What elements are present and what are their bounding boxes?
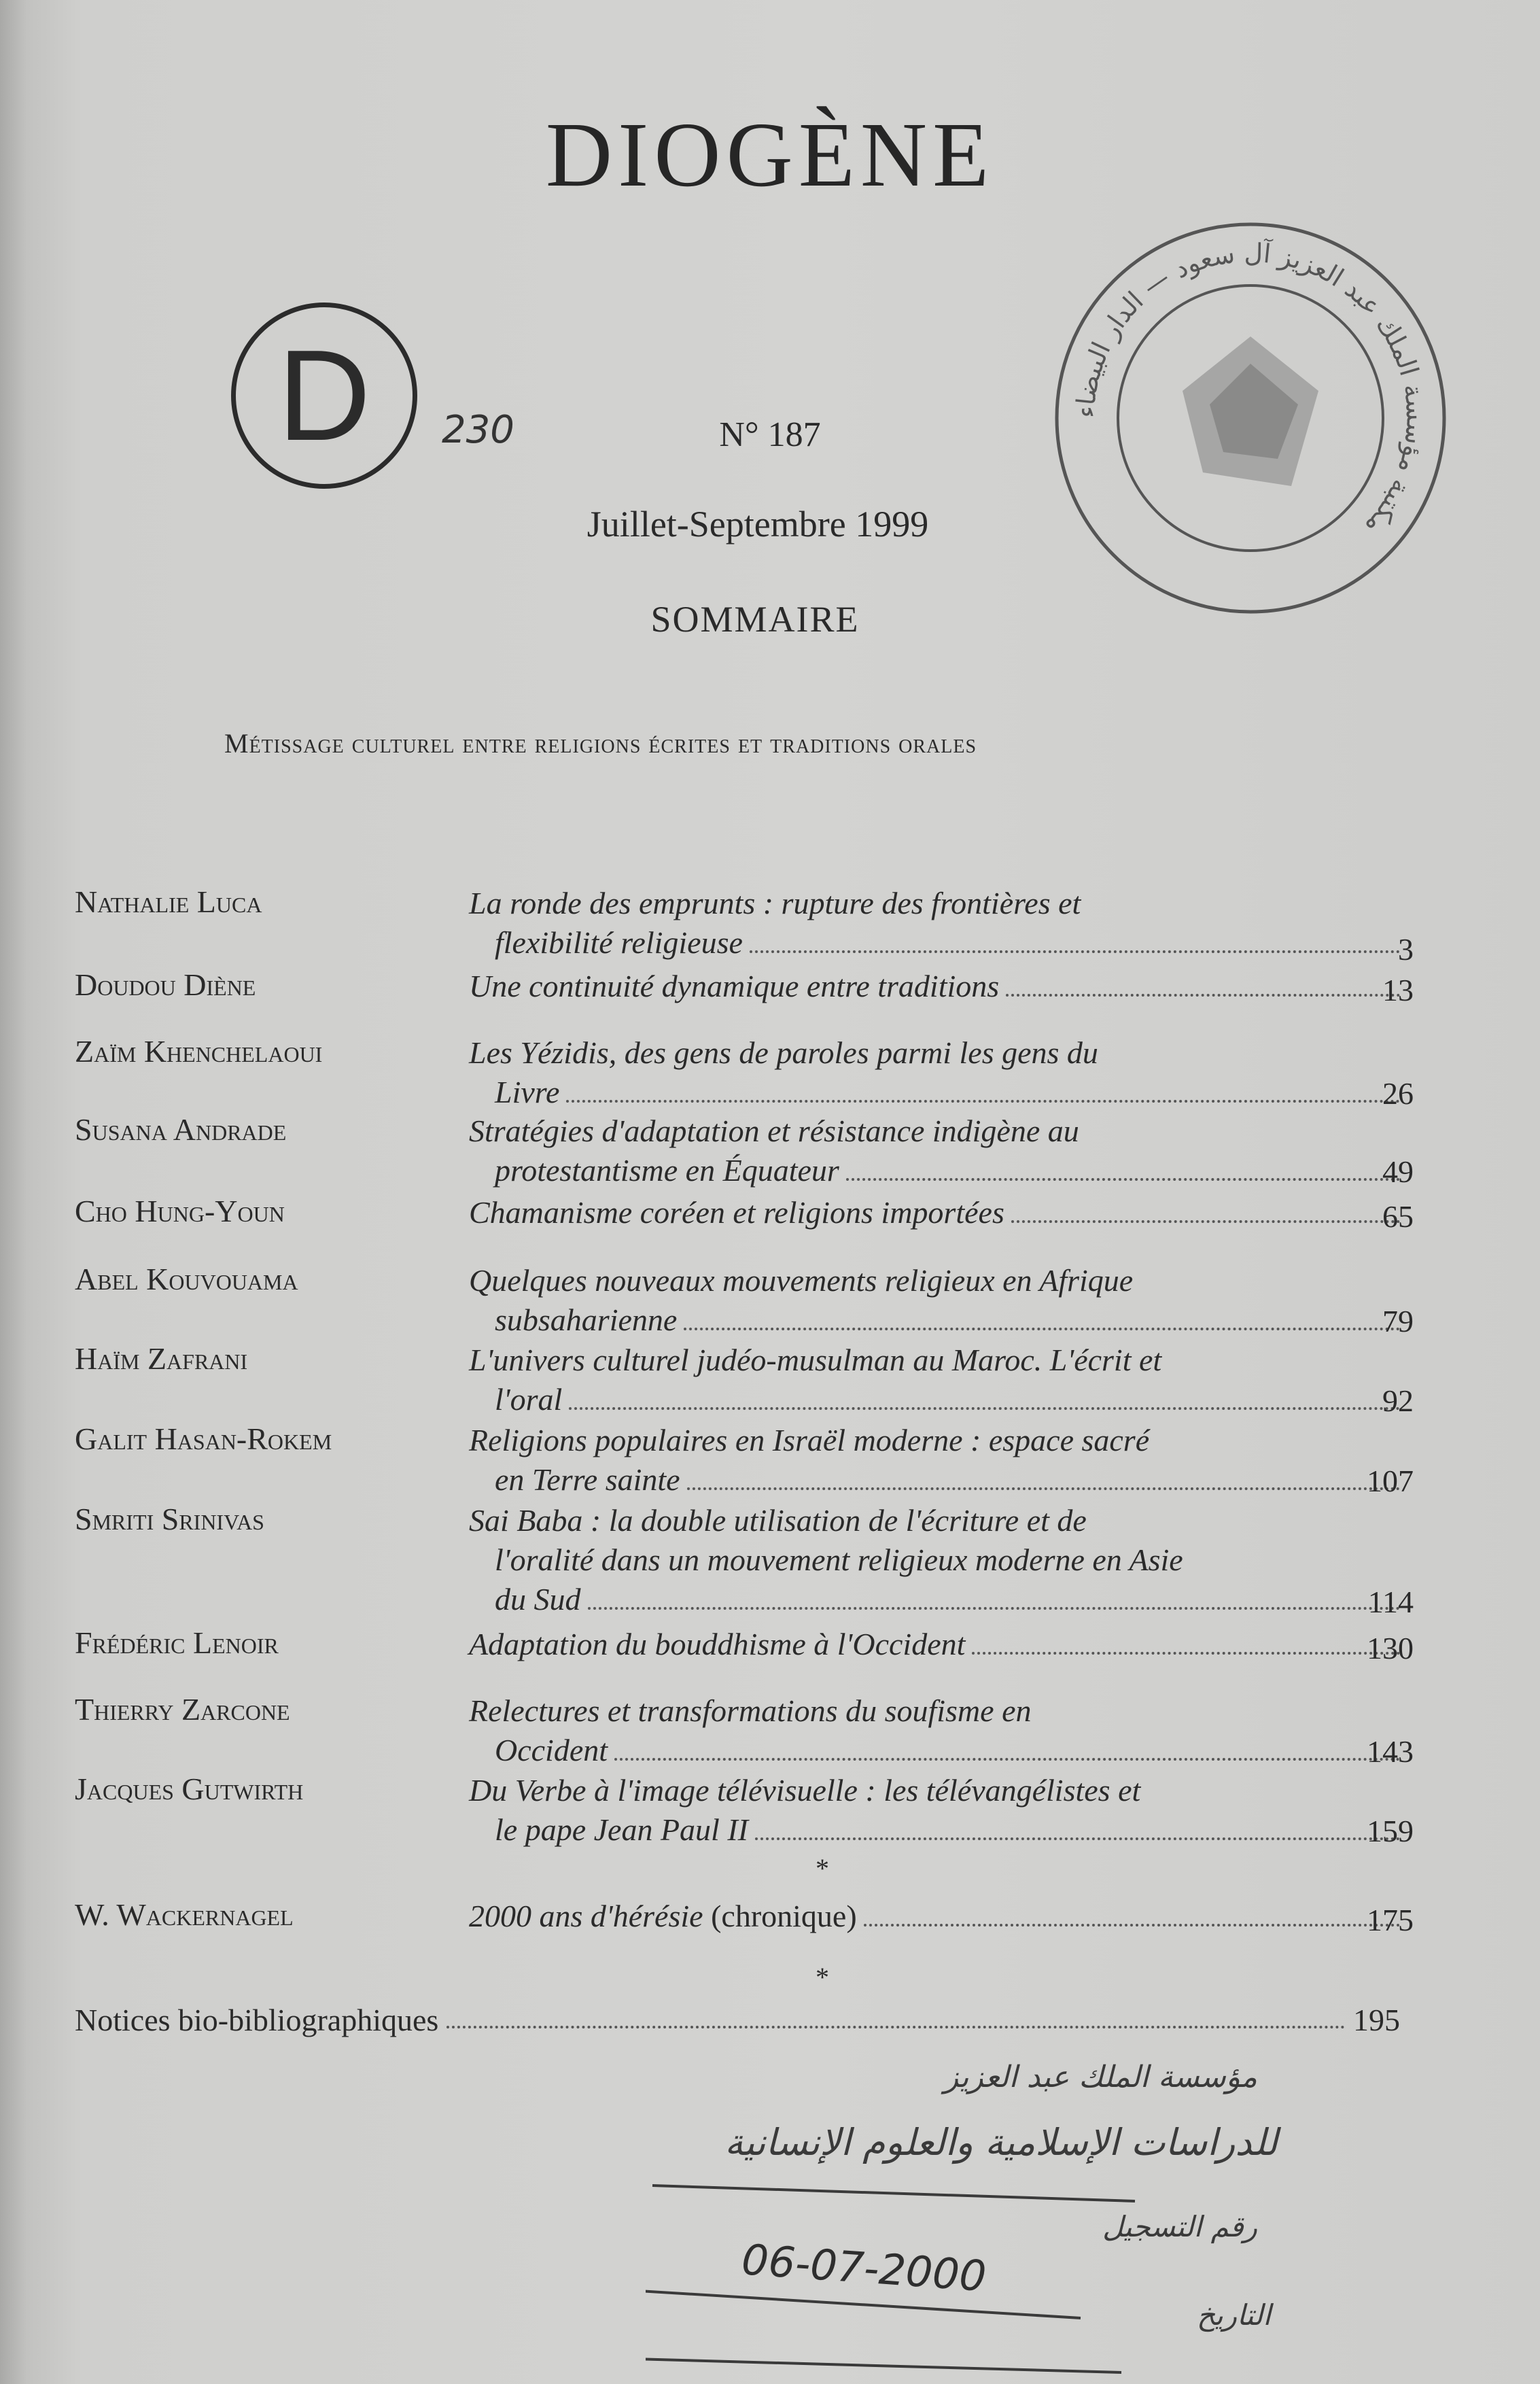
entry-page: 13 bbox=[1382, 973, 1414, 1007]
entry-author: Jacques Gutwirth bbox=[75, 1772, 304, 1806]
separator-star: * bbox=[816, 1962, 829, 1992]
entry-page: 143 bbox=[1367, 1734, 1414, 1769]
issue-theme: Métissage culturel entre religions écrites et traditions orales bbox=[224, 728, 977, 759]
entry-page: 130 bbox=[1367, 1631, 1414, 1665]
notices-entry bbox=[75, 2002, 1420, 2038]
entry-author: Zaïm Khenchelaoui bbox=[75, 1034, 323, 1069]
entry-author: Haïm Zafrani bbox=[75, 1341, 248, 1376]
entry-title: Une continuité dynamique entre traditions bbox=[469, 967, 1407, 1006]
entry-author: Galit Hasan-Rokem bbox=[75, 1421, 332, 1456]
entry-page: 65 bbox=[1382, 1199, 1414, 1234]
handwritten-registration bbox=[646, 2039, 1325, 2379]
entry-author: Smriti Srinivas bbox=[75, 1502, 264, 1536]
hand-line-2: للدراسات الإسلامية والعلوم الإنسانية bbox=[724, 2121, 1278, 2164]
entry-title: Adaptation du bouddhisme à l'Occident bbox=[469, 1625, 1407, 1664]
entry-page: 79 bbox=[1382, 1304, 1414, 1338]
entry-page: 49 bbox=[1382, 1154, 1414, 1189]
entry-title: Les Yézidis, des gens de paroles parmi les gens du Livre bbox=[469, 1033, 1407, 1112]
separator-star: * bbox=[816, 1853, 829, 1884]
d-stamp-letter: D bbox=[277, 324, 371, 468]
hand-date-label: التاريخ bbox=[1196, 2298, 1271, 2332]
entry-page: 3 bbox=[1398, 932, 1414, 967]
entry-author: W. Wackernagel bbox=[75, 1897, 294, 1932]
notices-page: 195 bbox=[1353, 2003, 1400, 2037]
entry-title: La ronde des emprunts : rupture des frontières et flexibilité religieuse bbox=[469, 884, 1407, 963]
entry-title: 2000 ans d'hérésie (chronique) bbox=[469, 1897, 1407, 1936]
hand-reg-label: رقم التسجيل bbox=[1102, 2210, 1257, 2243]
issue-number: N° 187 bbox=[719, 415, 821, 454]
seal-text: مكتبة مؤسسة الملك عبد العزيز آل سعود — الدار البيضاء bbox=[1070, 237, 1431, 542]
entry-title: Chamanisme coréen et religions importées bbox=[469, 1193, 1407, 1232]
entry-author: Susana Andrade bbox=[75, 1112, 287, 1147]
entry-page: 114 bbox=[1367, 1585, 1414, 1619]
entry-author: Cho Hung-Youn bbox=[75, 1194, 285, 1228]
entry-author: Frédéric Lenoir bbox=[75, 1625, 279, 1660]
entry-page: 159 bbox=[1367, 1814, 1414, 1848]
entry-page: 92 bbox=[1382, 1383, 1414, 1418]
entry-title: Stratégies d'adaptation et résistance indigène au protestantisme en Équateur bbox=[469, 1111, 1407, 1190]
entry-title: Du Verbe à l'image télévisuelle : les télévangélistes et le pape Jean Paul II bbox=[469, 1771, 1407, 1850]
entry-author: Abel Kouvouama bbox=[75, 1262, 298, 1296]
d-stamp bbox=[231, 303, 417, 489]
entry-page: 26 bbox=[1382, 1076, 1414, 1111]
entry-title: Relectures et transformations du soufisme en Occident bbox=[469, 1691, 1407, 1770]
entry-title: Sai Baba : la double utilisation de l'écriture et de l'oralité dans un mouvement religieux moderne en Asie du Sud bbox=[469, 1501, 1407, 1619]
entry-title: Quelques nouveaux mouvements religieux en Afrique subsaharienne bbox=[469, 1261, 1407, 1340]
issue-date: Juillet-Septembre 1999 bbox=[587, 504, 929, 545]
stamp-number: 230 bbox=[442, 408, 514, 452]
entry-author: Nathalie Luca bbox=[75, 884, 262, 919]
notices-label: Notices bio-bibliographiques bbox=[75, 2003, 439, 2037]
sommaire-heading: SOMMAIRE bbox=[650, 599, 860, 640]
entry-author: Thierry Zarcone bbox=[75, 1692, 290, 1727]
hand-line-1: مؤسسة الملك عبد العزيز bbox=[944, 2060, 1257, 2094]
journal-title: DIOGÈNE bbox=[545, 104, 995, 206]
entry-page: 175 bbox=[1367, 1903, 1414, 1937]
library-seal-stamp bbox=[1047, 214, 1454, 622]
entry-title: Religions populaires en Israël moderne : espace sacré en Terre sainte bbox=[469, 1421, 1407, 1500]
entry-page: 107 bbox=[1367, 1464, 1414, 1498]
entry-author: Doudou Diène bbox=[75, 967, 256, 1002]
entry-title: L'univers culturel judéo-musulman au Maroc. L'écrit et l'oral bbox=[469, 1341, 1407, 1419]
hand-date: 06-07-2000 bbox=[739, 2234, 988, 2302]
